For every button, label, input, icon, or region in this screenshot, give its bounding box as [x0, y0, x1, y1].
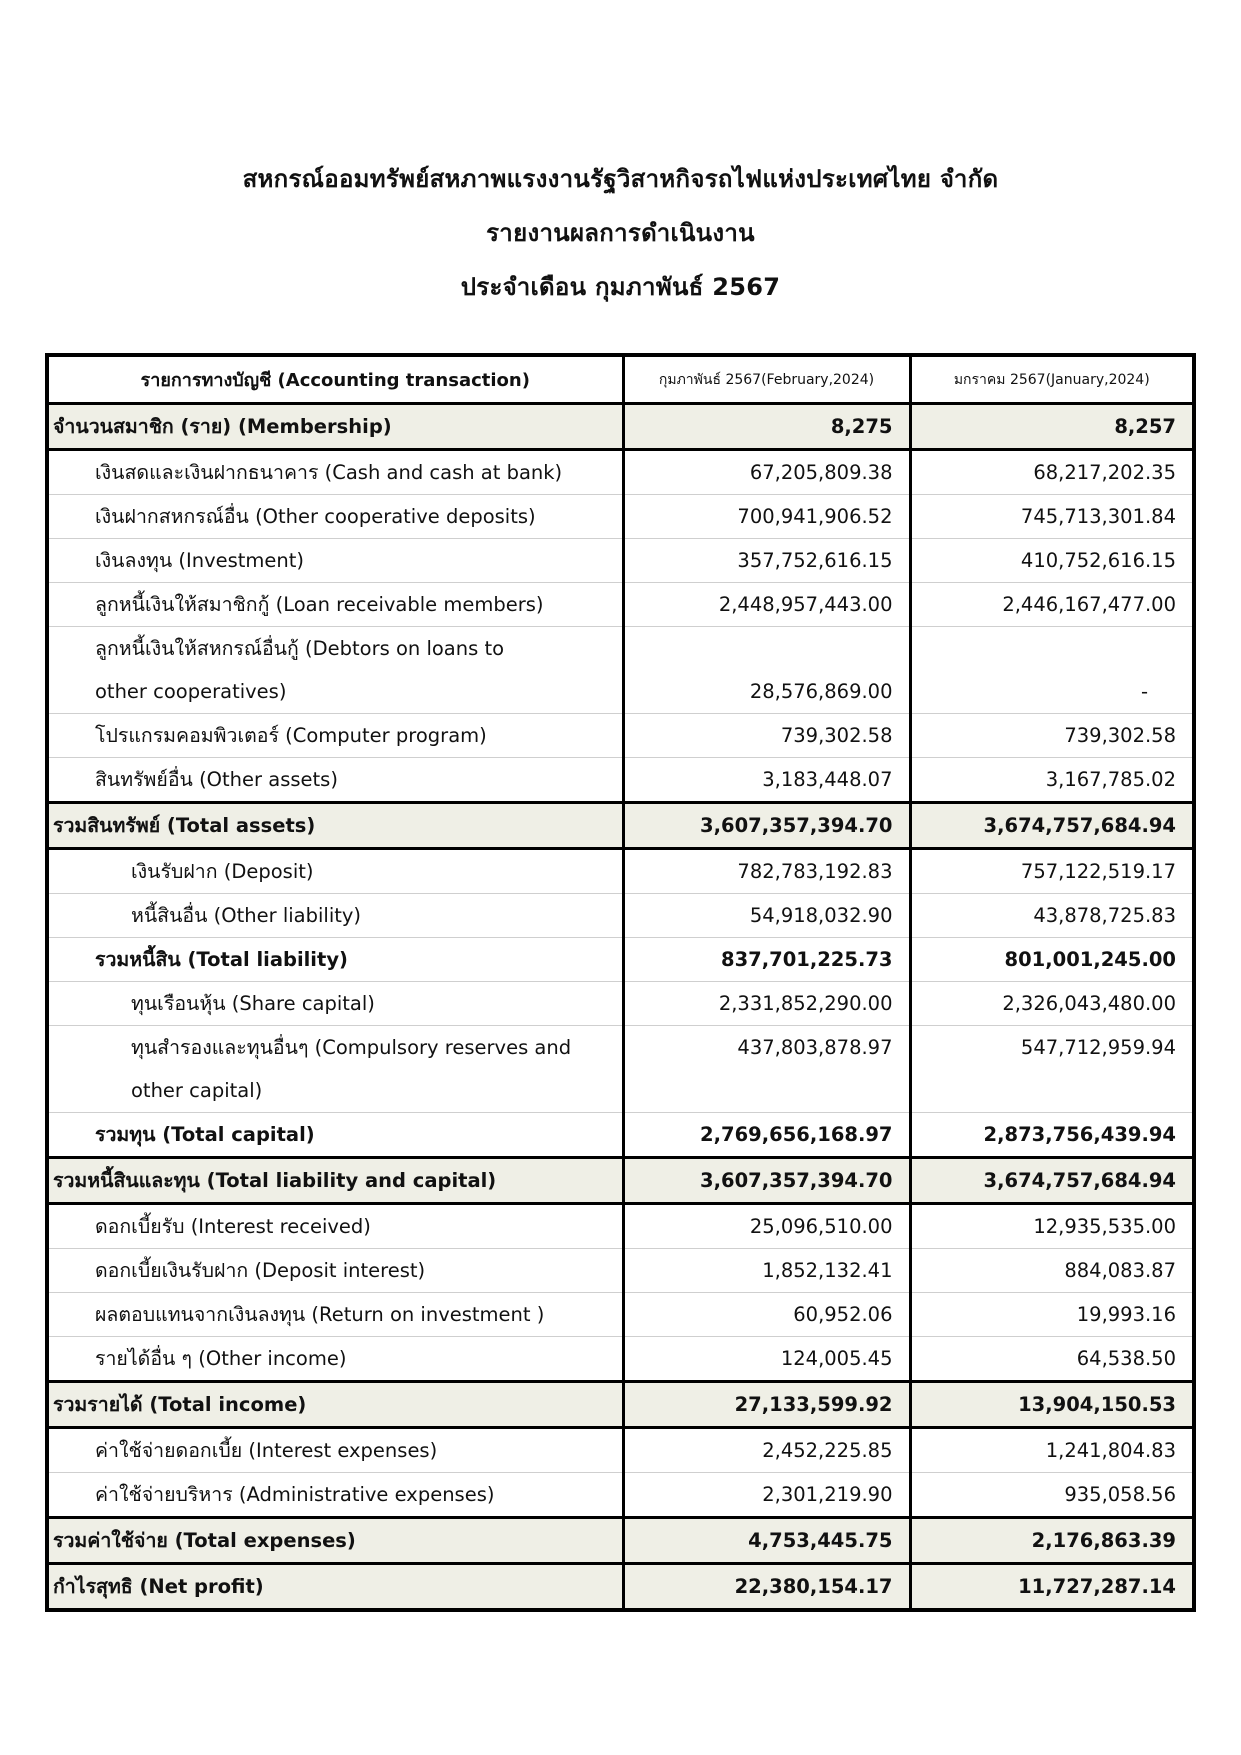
- value-january: 410,752,616.15: [910, 539, 1194, 583]
- value-february: 4,753,445.75: [623, 1518, 910, 1564]
- value-february: 782,783,192.83: [623, 849, 910, 894]
- value-january: 2,873,756,439.94: [910, 1113, 1194, 1158]
- value-february: 3,607,357,394.70: [623, 1158, 910, 1204]
- table-row: [47, 404, 1194, 450]
- table-row: [47, 1026, 1194, 1070]
- value-february: 2,769,656,168.97: [623, 1113, 910, 1158]
- row-label: รวมทุน (Total capital): [47, 1113, 623, 1158]
- value-january: 547,712,959.94: [910, 1026, 1194, 1070]
- table-row: [47, 849, 1194, 894]
- table-row: [47, 1564, 1194, 1611]
- value-february: 25,096,510.00: [623, 1204, 910, 1249]
- financial-table: [45, 353, 1196, 1612]
- value-february: 700,941,906.52: [623, 495, 910, 539]
- table-row: [47, 982, 1194, 1026]
- table-row: [47, 894, 1194, 938]
- row-label: ผลตอบแทนจากเงินลงทุน (Return on investment ): [47, 1293, 623, 1337]
- value-january: 64,538.50: [910, 1337, 1194, 1382]
- value-january: 2,176,863.39: [910, 1518, 1194, 1564]
- value-february: 2,448,957,443.00: [623, 583, 910, 627]
- value-january: 13,904,150.53: [910, 1382, 1194, 1428]
- value-january: 12,935,535.00: [910, 1204, 1194, 1249]
- value-february: 1,852,132.41: [623, 1249, 910, 1293]
- value-february: 837,701,225.73: [623, 938, 910, 982]
- value-february: 28,576,869.00: [623, 670, 910, 714]
- value-february: 2,301,219.90: [623, 1473, 910, 1518]
- row-label: รวมหนี้สิน (Total liability): [47, 938, 623, 982]
- row-label: เงินสดและเงินฝากธนาคาร (Cash and cash at bank): [47, 450, 623, 495]
- row-label: ดอกเบี้ยรับ (Interest received): [47, 1204, 623, 1249]
- value-february: 22,380,154.17: [623, 1564, 910, 1611]
- value-january: 43,878,725.83: [910, 894, 1194, 938]
- row-label: รวมสินทรัพย์ (Total assets): [47, 803, 623, 849]
- report-title: รายงานผลการดำเนินงาน: [486, 219, 755, 247]
- row-label: ดอกเบี้ยเงินรับฝาก (Deposit interest): [47, 1249, 623, 1293]
- table-row: [47, 670, 1194, 714]
- row-label: สินทรัพย์อื่น (Other assets): [47, 758, 623, 803]
- table-row: [47, 539, 1194, 583]
- table-row: [47, 758, 1194, 803]
- row-label: โปรแกรมคอมพิวเตอร์ (Computer program): [47, 714, 623, 758]
- row-label: เงินรับฝาก (Deposit): [47, 849, 623, 894]
- row-label: ทุนเรือนหุ้น (Share capital): [47, 982, 623, 1026]
- value-february: 437,803,878.97: [623, 1026, 910, 1070]
- value-january: 935,058.56: [910, 1473, 1194, 1518]
- table-row: [47, 1428, 1194, 1473]
- value-january: 68,217,202.35: [910, 450, 1194, 495]
- row-label: ค่าใช้จ่ายดอกเบี้ย (Interest expenses): [47, 1428, 623, 1473]
- row-label: ลูกหนี้เงินให้สมาชิกกู้ (Loan receivable members): [47, 583, 623, 627]
- table-row: [47, 450, 1194, 495]
- value-february: 124,005.45: [623, 1337, 910, 1382]
- table-row: [47, 714, 1194, 758]
- row-label: ทุนสำรองและทุนอื่นๆ (Compulsory reserves and: [47, 1026, 623, 1070]
- value-february: 54,918,032.90: [623, 894, 910, 938]
- value-january: -: [910, 670, 1194, 714]
- table-header-row: [47, 355, 1194, 404]
- table-row: [47, 1473, 1194, 1518]
- row-label: หนี้สินอื่น (Other liability): [47, 894, 623, 938]
- value-february: 2,331,852,290.00: [623, 982, 910, 1026]
- value-january: 2,446,167,477.00: [910, 583, 1194, 627]
- column-header-january: มกราคม 2567(January,2024): [910, 355, 1194, 404]
- row-label: รวมรายได้ (Total income): [47, 1382, 623, 1428]
- report-header: [0, 152, 1241, 314]
- value-january: [910, 1069, 1194, 1113]
- row-label: รวมหนี้สินและทุน (Total liability and capital): [47, 1158, 623, 1204]
- value-february: 3,183,448.07: [623, 758, 910, 803]
- value-february: 3,607,357,394.70: [623, 803, 910, 849]
- row-label: รวมค่าใช้จ่าย (Total expenses): [47, 1518, 623, 1564]
- value-january: 11,727,287.14: [910, 1564, 1194, 1611]
- value-january: 3,167,785.02: [910, 758, 1194, 803]
- org-name: สหกรณ์ออมทรัพย์สหภาพแรงงานรัฐวิสาหกิจรถไฟแห่งประเทศไทย จำกัด: [242, 165, 999, 193]
- table-row: [47, 1249, 1194, 1293]
- value-january: 2,326,043,480.00: [910, 982, 1194, 1026]
- value-january: [910, 627, 1194, 671]
- value-january: 801,001,245.00: [910, 938, 1194, 982]
- row-label: other capital): [47, 1069, 623, 1113]
- row-label: กำไรสุทธิ (Net profit): [47, 1564, 623, 1611]
- value-january: 3,674,757,684.94: [910, 803, 1194, 849]
- value-january: 757,122,519.17: [910, 849, 1194, 894]
- row-label: other cooperatives): [47, 670, 623, 714]
- table-row: [47, 1382, 1194, 1428]
- value-january: 3,674,757,684.94: [910, 1158, 1194, 1204]
- row-label: จำนวนสมาชิก (ราย) (Membership): [47, 404, 623, 450]
- value-february: 8,275: [623, 404, 910, 450]
- value-february: 2,452,225.85: [623, 1428, 910, 1473]
- report-period: ประจำเดือน กุมภาพันธ์ 2567: [460, 273, 781, 301]
- table-row: [47, 1518, 1194, 1564]
- table-row: [47, 583, 1194, 627]
- value-february: [623, 1069, 910, 1113]
- row-label: ค่าใช้จ่ายบริหาร (Administrative expenses): [47, 1473, 623, 1518]
- table-row: [47, 627, 1194, 671]
- value-january: 1,241,804.83: [910, 1428, 1194, 1473]
- row-label: เงินฝากสหกรณ์อื่น (Other cooperative deposits): [47, 495, 623, 539]
- value-february: [623, 627, 910, 671]
- table-row: [47, 1158, 1194, 1204]
- table-row: [47, 1293, 1194, 1337]
- table-row: [47, 1113, 1194, 1158]
- value-february: 27,133,599.92: [623, 1382, 910, 1428]
- table-row: [47, 1204, 1194, 1249]
- row-label: รายได้อื่น ๆ (Other income): [47, 1337, 623, 1382]
- value-january: 8,257: [910, 404, 1194, 450]
- table-row: [47, 803, 1194, 849]
- value-january: 19,993.16: [910, 1293, 1194, 1337]
- value-january: 739,302.58: [910, 714, 1194, 758]
- column-header-february: กุมภาพันธ์ 2567(February,2024): [623, 355, 910, 404]
- value-january: 745,713,301.84: [910, 495, 1194, 539]
- table-row: [47, 1069, 1194, 1113]
- table-row: [47, 938, 1194, 982]
- column-header-transaction: รายการทางบัญชี (Accounting transaction): [47, 355, 623, 404]
- value-february: 67,205,809.38: [623, 450, 910, 495]
- value-february: 739,302.58: [623, 714, 910, 758]
- table-body: [47, 404, 1194, 1611]
- row-label: ลูกหนี้เงินให้สหกรณ์อื่นกู้ (Debtors on loans to: [47, 627, 623, 671]
- row-label: เงินลงทุน (Investment): [47, 539, 623, 583]
- value-january: 884,083.87: [910, 1249, 1194, 1293]
- table-row: [47, 495, 1194, 539]
- table-row: [47, 1337, 1194, 1382]
- value-february: 357,752,616.15: [623, 539, 910, 583]
- value-february: 60,952.06: [623, 1293, 910, 1337]
